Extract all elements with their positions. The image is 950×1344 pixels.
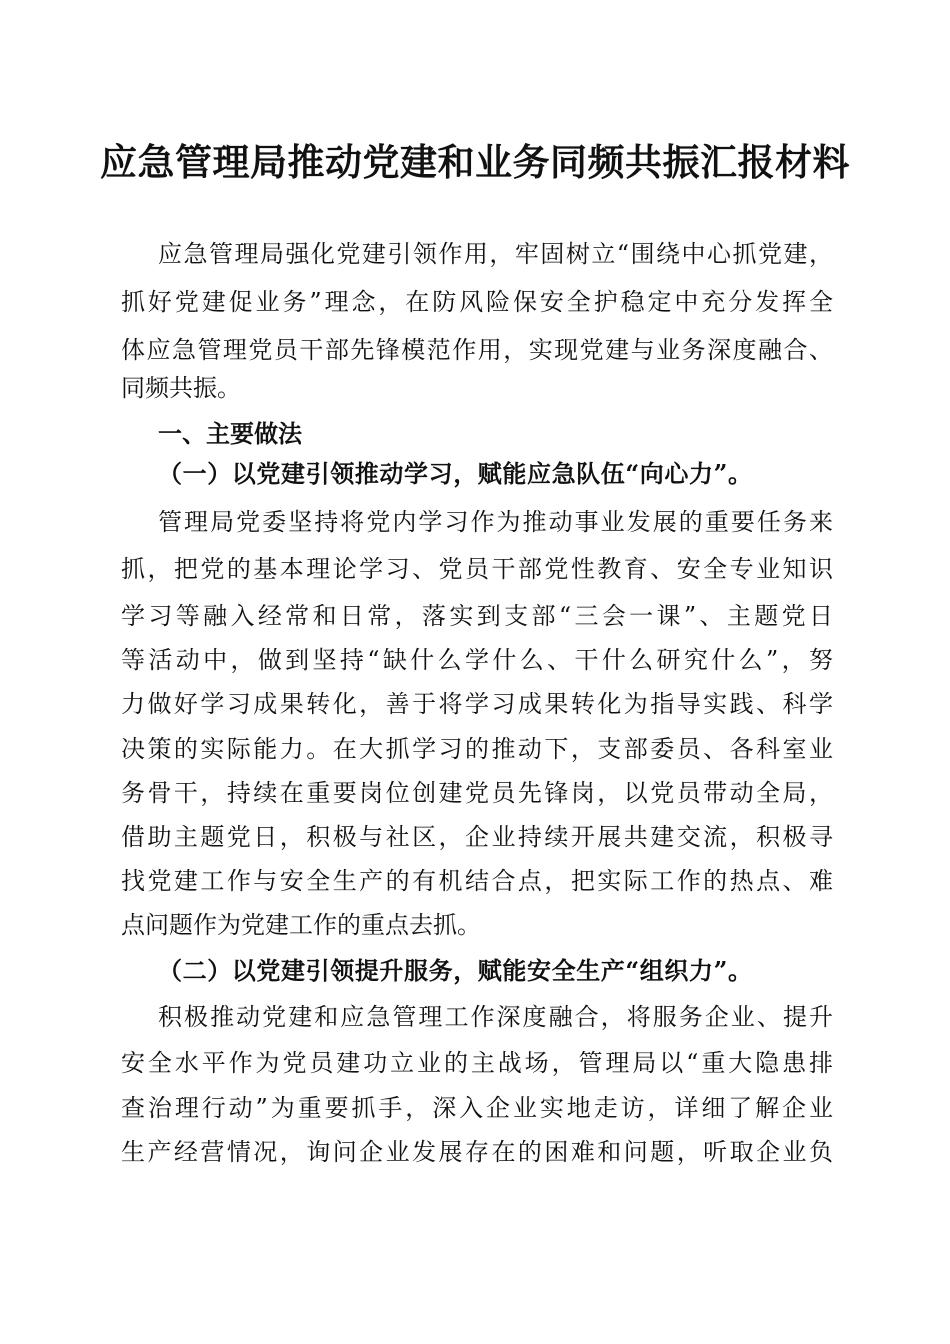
document-title: 应急管理局推动党建和业务同频共振汇报材料 xyxy=(100,140,850,184)
intro-line-4: 同频共振。 xyxy=(121,374,241,402)
section-heading: 一、主要做法 xyxy=(158,420,302,448)
paragraph-line: 管理局党委坚持将党内学习作为推动事业发展的重要任务来 xyxy=(158,508,833,536)
subsection-heading-2: （二）以党建引领提升服务，赋能安全生产“组织力”。 xyxy=(158,956,753,985)
paragraph-line: 力做好学习成果转化，善于将学习成果转化为指导实践、科学 xyxy=(121,690,833,718)
paragraph-line: 抓，把党的基本理论学习、党员干部党性教育、安全专业知识 xyxy=(121,555,833,583)
paragraph-line: 生产经营情况，询问企业发展存在的困难和问题，听取企业负 xyxy=(121,1138,833,1166)
paragraph-line: 借助主题党日，积极与社区，企业持续开展共建交流，积极寻 xyxy=(121,823,833,851)
paragraph-line: 点问题作为党建工作的重点去抓。 xyxy=(121,911,481,939)
paragraph-line: 等活动中，做到坚持“缺什么学什么、干什么研究什么”，努 xyxy=(121,646,833,674)
paragraph-line: 务骨干，持续在重要岗位创建党员先锋岗，以党员带动全局， xyxy=(121,779,833,807)
subsection-heading-1: （一）以党建引领推动学习，赋能应急队伍“向心力”。 xyxy=(158,459,753,488)
paragraph-line: 积极推动党建和应急管理工作深度融合，将服务企业、提升 xyxy=(158,1003,833,1031)
intro-line-2: 抓好党建促业务”理念，在防风险保安全护稳定中充分发挥全 xyxy=(121,288,833,316)
paragraph-line: 安全水平作为党员建功立业的主战场，管理局以“重大隐患排 xyxy=(121,1049,833,1077)
paragraph-line: 查治理行动”为重要抓手，深入企业实地走访，详细了解企业 xyxy=(121,1094,833,1122)
intro-line-1: 应急管理局强化党建引领作用，牢固树立“围绕中心抓党建， xyxy=(158,240,833,268)
intro-line-3: 体应急管理党员干部先锋模范作用，实现党建与业务深度融合、 xyxy=(121,336,833,364)
paragraph-line: 决策的实际能力。在大抓学习的推动下，支部委员、各科室业 xyxy=(121,735,833,763)
paragraph-line: 找党建工作与安全生产的有机结合点，把实际工作的热点、难 xyxy=(121,867,833,895)
paragraph-line: 学习等融入经常和日常，落实到支部“三会一课”、主题党日 xyxy=(121,602,833,630)
